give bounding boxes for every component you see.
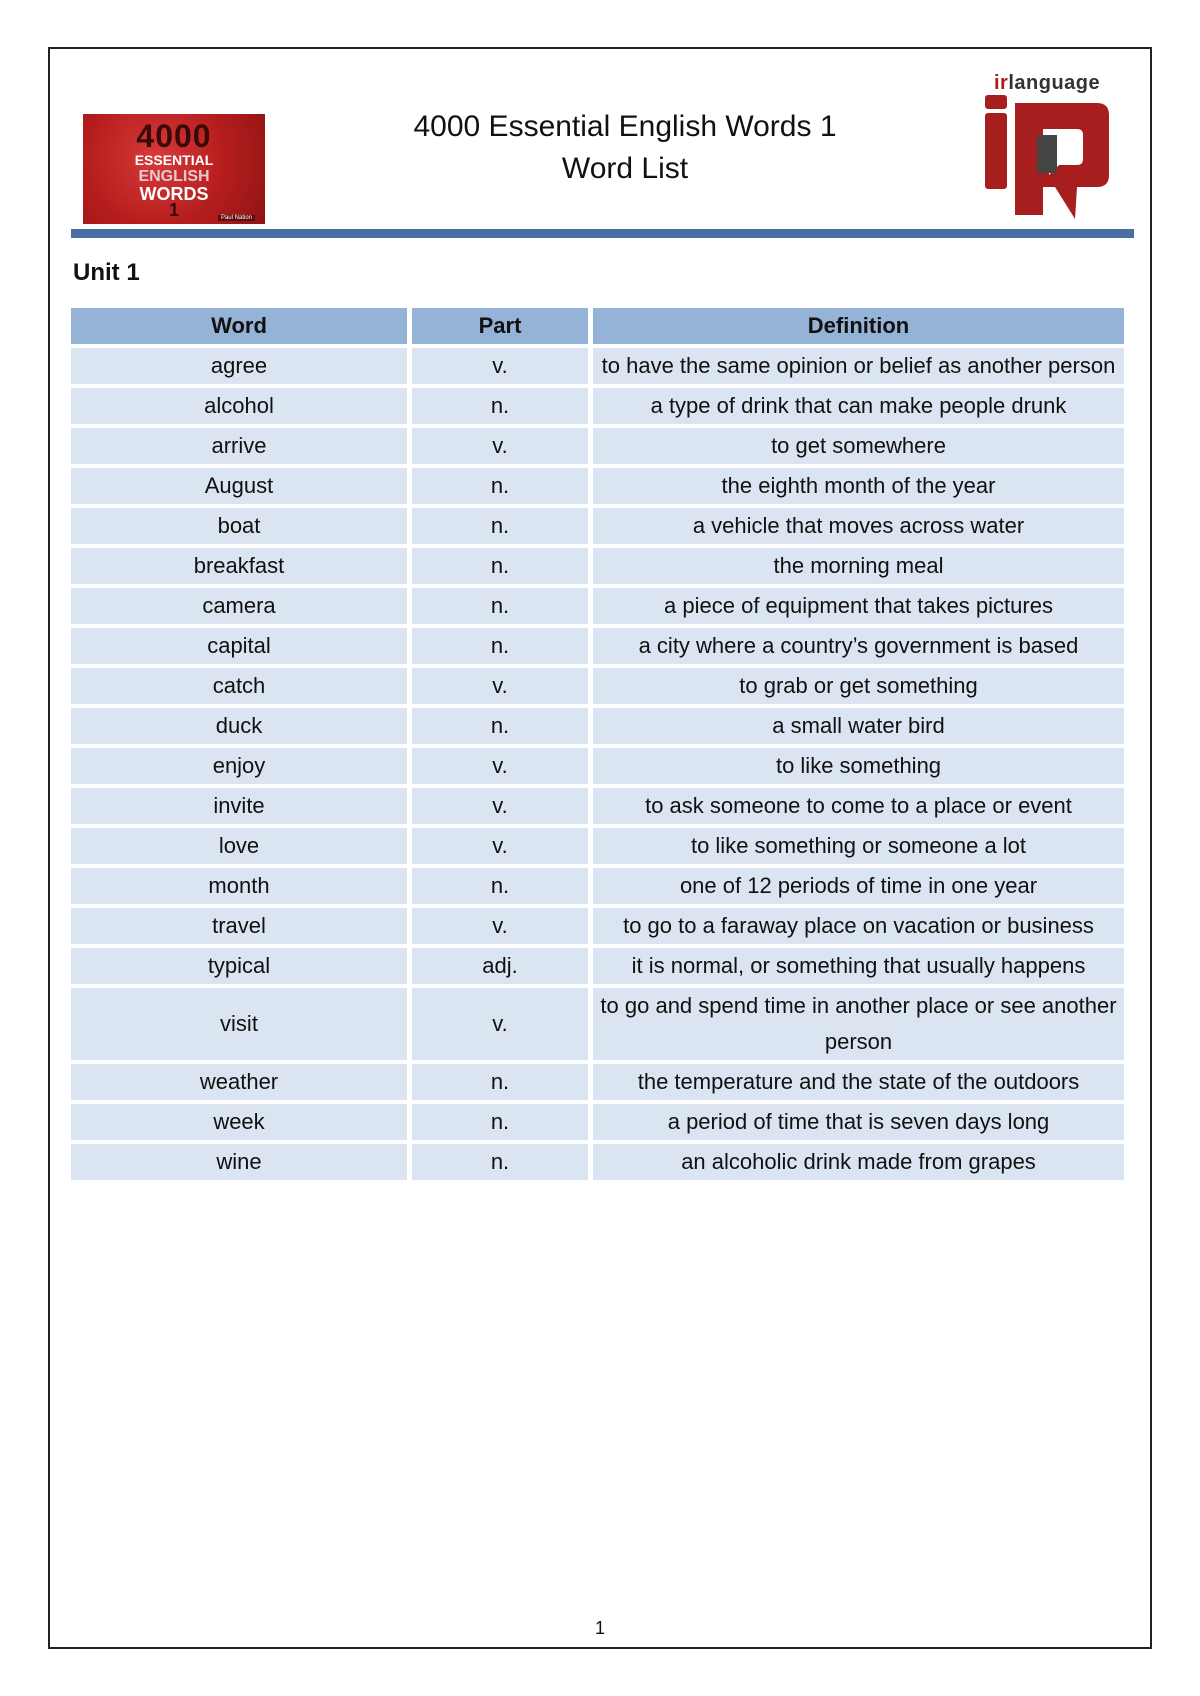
book-cover-image [83,114,265,224]
part-cell: adj. [412,948,588,984]
word-cell: enjoy [71,748,407,784]
table-row [71,828,1124,864]
definition-cell: the eighth month of the year [593,468,1124,504]
table-row [71,788,1124,824]
part-cell: n. [412,508,588,544]
definition-cell: to go to a faraway place on vacation or business [593,908,1124,944]
word-cell: capital [71,628,407,664]
cover-line-words: WORDS [139,184,209,204]
document-title: 4000 Essential English Words 1 [413,110,837,143]
part-cell: v. [412,908,588,944]
document-subtitle: Word List [561,152,689,185]
logo-i-dot [985,95,1007,109]
cover-line-essential: ESSENTIAL [134,152,214,168]
part-cell: v. [412,348,588,384]
definition-cell: to get somewhere [593,428,1124,464]
table-row [71,668,1124,704]
part-cell: n. [412,1144,588,1180]
definition-cell: to go and spend time in another place or see another person [593,988,1124,1060]
table-row [71,988,1124,1060]
definition-cell: to have the same opinion or belief as another person [593,348,1124,384]
part-cell: v. [412,428,588,464]
part-cell: n. [412,548,588,584]
definition-cell: a small water bird [593,708,1124,744]
part-cell: v. [412,828,588,864]
irlanguage-wordmark [994,72,1100,95]
word-cell: travel [71,908,407,944]
part-cell: n. [412,708,588,744]
word-cell: wine [71,1144,407,1180]
part-cell: n. [412,468,588,504]
definition-cell: to ask someone to come to a place or event [593,788,1124,824]
word-cell: alcohol [71,388,407,424]
header-definition: Definition [593,308,1124,344]
word-cell: invite [71,788,407,824]
word-cell: visit [71,988,407,1060]
definition-cell: the temperature and the state of the outdoors [593,1064,1124,1100]
table-row [71,348,1124,384]
header-word: Word [71,308,407,344]
definition-cell: to like something [593,748,1124,784]
word-cell: week [71,1104,407,1140]
definition-cell: a type of drink that can make people drunk [593,388,1124,424]
word-cell: weather [71,1064,407,1100]
table-row [71,388,1124,424]
table-row [71,508,1124,544]
logo-text-prefix: ir [994,72,1009,94]
part-cell: n. [412,588,588,624]
part-cell: n. [412,628,588,664]
part-cell: v. [412,788,588,824]
part-cell: v. [412,748,588,784]
table-row [71,1144,1124,1180]
part-cell: v. [412,988,588,1060]
word-cell: agree [71,348,407,384]
irlanguage-speech-bubble-logo-icon [985,95,1115,225]
definition-cell: a period of time that is seven days long [593,1104,1124,1140]
definition-cell: it is normal, or something that usually happens [593,948,1124,984]
definition-cell: a piece of equipment that takes pictures [593,588,1124,624]
logo-dark-shape [1037,135,1057,173]
definition-cell: the morning meal [593,548,1124,584]
word-cell: camera [71,588,407,624]
definition-cell: a vehicle that moves across water [593,508,1124,544]
table-row [71,908,1124,944]
definition-cell: an alcoholic drink made from grapes [593,1144,1124,1180]
part-cell: n. [412,388,588,424]
part-cell: v. [412,668,588,704]
word-cell: arrive [71,428,407,464]
word-cell: love [71,828,407,864]
word-cell: duck [71,708,407,744]
cover-number: 4000 [136,118,212,154]
part-cell: n. [412,868,588,904]
table-row [71,548,1124,584]
cover-volume: 1 [168,200,179,220]
table-row [71,468,1124,504]
cover-author: Paul Nation [218,215,255,221]
word-cell: breakfast [71,548,407,584]
header-part: Part [412,308,588,344]
word-cell: typical [71,948,407,984]
table-row [71,428,1124,464]
table-row [71,628,1124,664]
table-header-row [71,308,1124,344]
definition-cell: to like something or someone a lot [593,828,1124,864]
table-row [71,1104,1124,1140]
header-rule [71,229,1134,238]
table-body [71,348,1124,1180]
definition-cell: a city where a country’s government is based [593,628,1124,664]
word-cell: boat [71,508,407,544]
table-row [71,868,1124,904]
logo-i-stem [985,113,1007,189]
page-number: 1 [594,1618,605,1638]
word-cell: month [71,868,407,904]
cover-line-english: ENGLISH [138,168,210,185]
table-row [71,708,1124,744]
definition-cell: one of 12 periods of time in one year [593,868,1124,904]
table-row [71,588,1124,624]
word-cell: August [71,468,407,504]
table-row [71,1064,1124,1100]
unit-heading: Unit 1 [73,259,140,286]
definition-cell: to grab or get something [593,668,1124,704]
logo-text-rest: language [1008,72,1101,94]
word-cell: catch [71,668,407,704]
table-row [71,748,1124,784]
part-cell: n. [412,1104,588,1140]
word-list-table [66,304,1129,1184]
part-cell: n. [412,1064,588,1100]
table-row [71,948,1124,984]
